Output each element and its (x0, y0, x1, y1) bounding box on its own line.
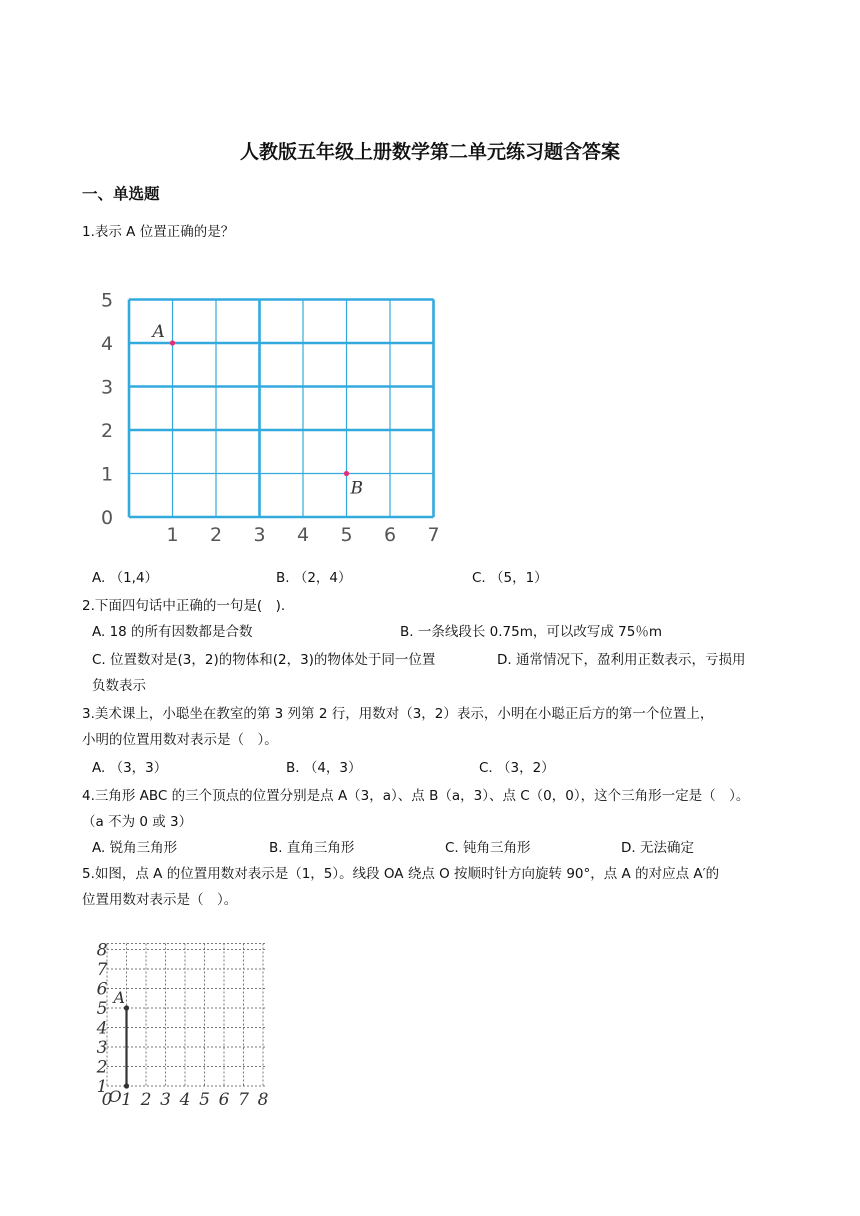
q1-x-tick-label: 4 (296, 524, 310, 546)
q1-y-tick-label: 0 (100, 507, 114, 529)
q1-grid-figure (90, 288, 450, 550)
q5-y-tick-label: 1 (96, 1077, 108, 1097)
q5-x-tick-label: 8 (257, 1090, 269, 1110)
q5-x-tick-label: 0 (101, 1090, 113, 1110)
q5-x-tick-label: 6 (218, 1090, 230, 1110)
q5-x-tick-label: 4 (179, 1090, 191, 1110)
q2-option-a[interactable]: A. 18 的所有因数都是合数 (92, 624, 253, 640)
question-3-line1: 3.美术课上，小聪坐在教室的第 3 列第 2 行，用数对（3，2）表示，小明在小聪正后方的第一个位置上， (82, 706, 714, 722)
question-5-line2: 位置用数对表示是（ ）。 (82, 892, 238, 908)
q5-y-tick-label: 5 (96, 999, 108, 1019)
q1-x-tick-label: 5 (340, 524, 353, 546)
q1-grid-lines (129, 300, 434, 518)
question-1-text: 1.表示 A 位置正确的是？ (82, 224, 235, 240)
q1-option-b[interactable]: B. （2，4） (276, 570, 352, 586)
q5-axis-labels (96, 941, 269, 1111)
q1-x-tick-label: 2 (209, 524, 223, 546)
q3-option-a[interactable]: A. （3，3） (92, 760, 168, 776)
q2-option-d[interactable]: D. 通常情况下，盈利用正数表示，亏损用 (497, 652, 746, 668)
q5-grid-figure (88, 918, 278, 1110)
q4-option-c[interactable]: C. 钝角三角形 (445, 840, 531, 856)
question-3-line2: 小明的位置用数对表示是（ ）。 (82, 732, 278, 748)
q2-option-c[interactable]: C. 位置数对是(3，2)的物体和(2，3)的物体处于同一位置 (92, 652, 436, 668)
q1-x-tick-label: 3 (253, 524, 266, 546)
q1-y-tick-label: 1 (100, 463, 114, 486)
q5-x-tick-label: 1 (121, 1090, 132, 1110)
q5-point-o (124, 1083, 129, 1088)
q5-y-tick-label: 2 (96, 1057, 108, 1078)
q5-x-tick-label: 2 (140, 1090, 152, 1110)
q5-x-tick-label: 3 (160, 1090, 171, 1110)
q1-point-label-B: B (350, 478, 363, 499)
q1-y-tick-label: 3 (100, 376, 114, 399)
q1-point-label-A: A (152, 322, 165, 342)
q1-point-A (170, 340, 175, 345)
q5-y-tick-label: 4 (96, 1018, 108, 1039)
q1-x-tick-label: 1 (166, 524, 179, 546)
q3-option-c[interactable]: C. （3，2） (479, 760, 555, 776)
question-5-line1: 5.如图，点 A 的位置用数对表示是（1，5）。线段 OA 绕点 O 按顺时针方向旋转 90°，点 A 的对应点 A′的 (82, 866, 720, 882)
q5-grid-lines (107, 944, 265, 1087)
q4-option-d[interactable]: D. 无法确定 (621, 840, 694, 856)
q5-x-tick-label: 5 (199, 1090, 210, 1110)
question-4-line1: 4.三角形 ABC 的三个顶点的位置分别是点 A（3，a）、点 B（a，3）、点 C（0，0），这个三角形一定是（ ）。 (82, 788, 750, 804)
q2-option-d-cont: 负数表示 (92, 678, 146, 694)
q1-x-tick-label: 6 (383, 524, 397, 546)
q1-y-tick-label: 4 (100, 333, 114, 355)
question-2-text: 2.下面四句话中正确的一句是( ). (82, 598, 286, 614)
q1-points (151, 322, 364, 499)
q4-option-a[interactable]: A. 锐角三角形 (92, 840, 178, 856)
q1-point-B (344, 471, 349, 476)
question-4-line2: （a 不为 0 或 3） (82, 814, 193, 830)
q5-x-tick-label: 7 (238, 1090, 249, 1110)
q5-y-tick-label: 6 (96, 979, 108, 1000)
q1-x-tick-label: 7 (427, 524, 440, 546)
q5-y-tick-label: 7 (96, 960, 108, 980)
section-heading: 一、单选题 (82, 185, 160, 203)
q5-y-tick-label: 8 (96, 940, 108, 961)
q1-y-tick-label: 5 (100, 289, 114, 312)
q2-option-b[interactable]: B. 一条线段长 0.75m，可以改写成 75％m (400, 624, 662, 640)
q1-y-tick-label: 2 (100, 420, 114, 442)
q1-option-a[interactable]: A. （1,4） (92, 570, 159, 586)
q5-point-label-a: A (113, 988, 126, 1007)
q1-option-c[interactable]: C. （5，1） (472, 570, 548, 586)
q5-y-tick-label: 3 (96, 1038, 108, 1058)
page-title: 人教版五年级上册数学第二单元练习题含答案 (239, 141, 620, 163)
q4-option-b[interactable]: B. 直角三角形 (269, 840, 355, 856)
q3-option-b[interactable]: B. （4，3） (286, 760, 362, 776)
q5-point-label-o: O (108, 1087, 122, 1106)
